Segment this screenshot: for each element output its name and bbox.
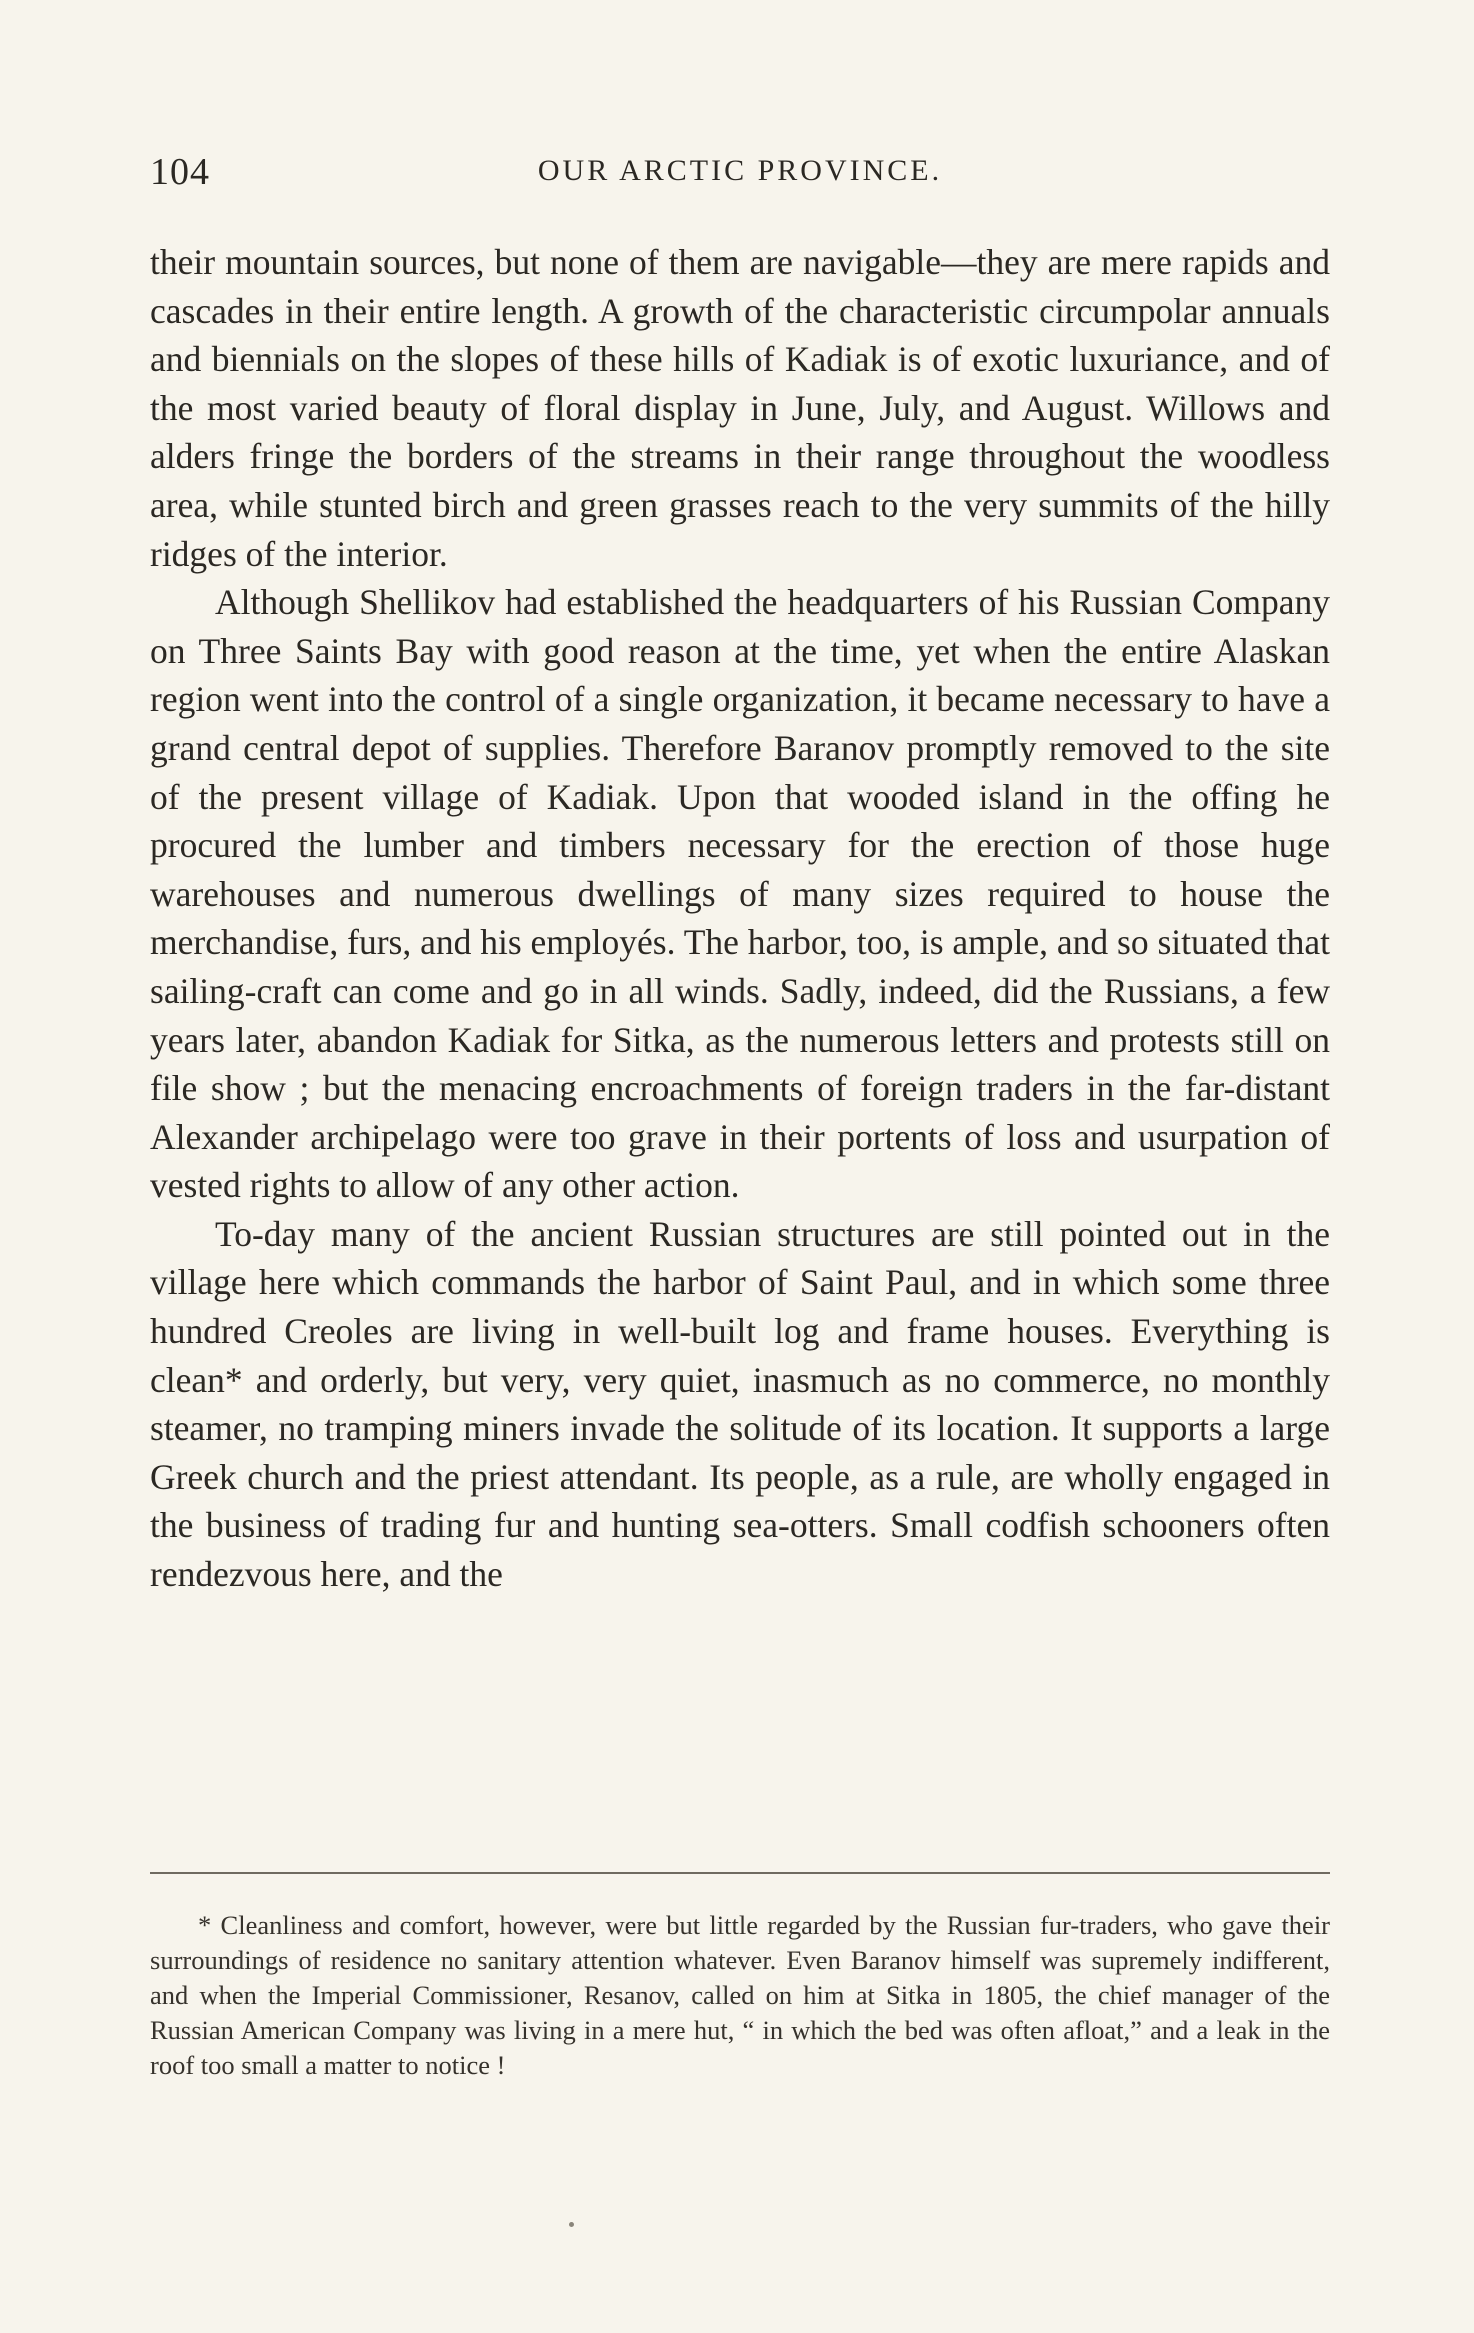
footnote: * Cleanliness and comfort, however, were but little regarded by the Russian fur-traders, who gave their surroundings of residence no sanitary attention whatever. Even Baranov himself was supremely indifferent, and when the Imperial Commissioner, Resanov, called on him at Sitka in 1805, the chief manager of the Russian American Company was living in a mere hut, “ in which the bed was often afloat,” and a leak in the roof too small a matter to notice ! [150, 1910, 1330, 2080]
page-number: 104 [150, 151, 210, 193]
print-speck [569, 2222, 574, 2227]
running-head [150, 150, 1330, 200]
paragraph: To-day many of the ancient Russian structures are still pointed out in the village here which commands the harbor of Saint Paul, and in which some three hundred Creoles are living in well-built log and frame houses. Everything is clean* and orderly, but very, very quiet, inasmuch as no commerce, no monthly steamer, no tramping miners invade the solitude of its location. It supports a large Greek church and the priest attendant. Its people, as a rule, are wholly engaged in the business of trading fur and hunting sea-otters. Small codfish schooners often rendezvous here, and the [150, 1213, 1330, 1595]
running-title: OUR ARCTIC PROVINCE. [537, 154, 943, 187]
paragraph-continued: their mountain sources, but none of them are navigable—they are mere rapids and cascades in their entire length. A growth of the characteristic circumpolar annuals and biennials on the slopes of these hills of Kadiak is of exotic luxuriance, and of the most varied beauty of floral display in June, July, and August. Willows and alders fringe the borders of the streams in their range throughout the woodless area, while stunted birch and green grasses reach to the very summits of the hilly ridges of the interior. [150, 242, 1330, 574]
body-text [150, 238, 1330, 1599]
paragraph: Although Shellikov had established the headquarters of his Russian Company on Three Saints Bay with good reason at the time, yet when the entire Alaskan region went into the control of a single organization, it became necessary to have a grand central depot of supplies. Therefore Baranov promptly removed to the site of the present village of Kadiak. Upon that wooded island in the offing he procured the lumber and timbers necessary for the erection of those huge warehouses and numerous dwellings of many sizes required to house the merchandise, furs, and his employés. The harbor, too, is ample, and so situated that sailing-craft can come and go in all winds. Sadly, indeed, did the Russians, a few years later, abandon Kadiak for Sitka, as the numerous letters and protests still on file show ; but the menacing encroachments of foreign traders in the far-distant Alexander archipelago were too grave in their portents of loss and usurpation of vested rights to allow of any other action. [150, 582, 1330, 1206]
footnote-divider [150, 1872, 1330, 1874]
